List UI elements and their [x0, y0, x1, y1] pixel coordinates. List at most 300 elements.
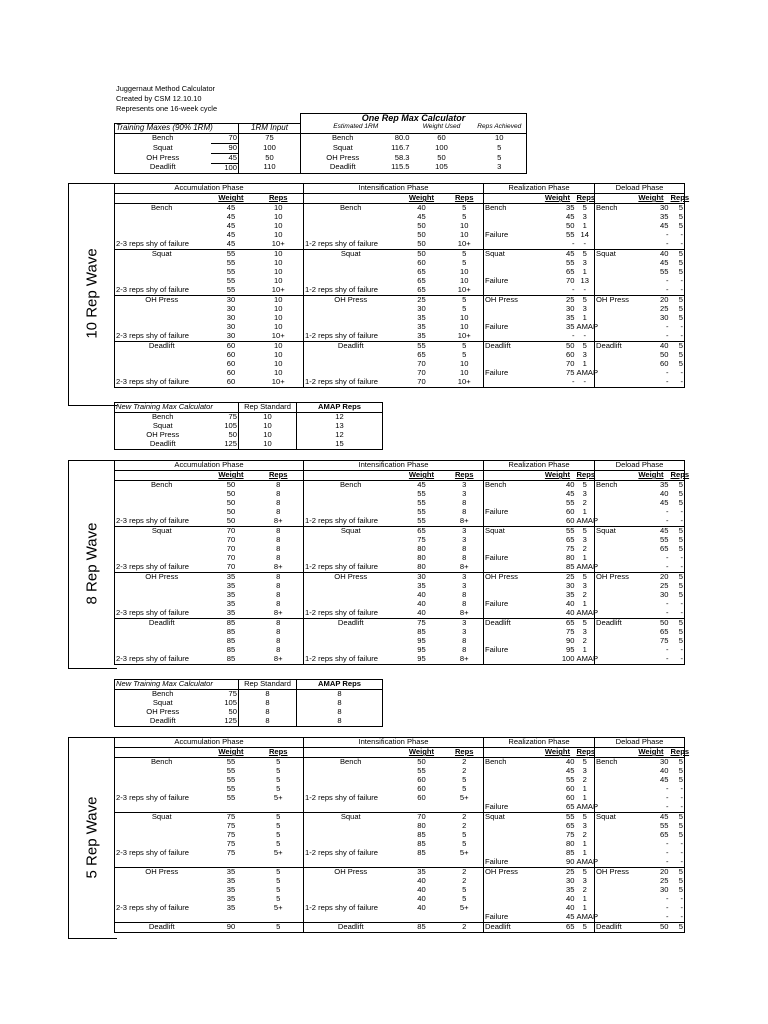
blank-cell: [304, 305, 398, 314]
blank-cell: [115, 536, 209, 545]
weight-cell: 60: [566, 784, 575, 794]
reps-cell: 3: [576, 490, 595, 499]
weight-cell: 85: [566, 848, 575, 858]
reps-cell: 2: [446, 767, 484, 776]
weight-cell: 50: [633, 923, 670, 933]
reps-cell: 3: [446, 619, 484, 629]
reps-cell: 1: [576, 785, 595, 794]
failure-note: 2-3 reps shy of failure: [116, 377, 190, 387]
orm-reps-achieved[interactable]: 5: [473, 143, 527, 153]
weight-cell: 30: [417, 304, 426, 314]
ntm-amap[interactable]: 8: [337, 716, 342, 726]
blank-cell: [115, 305, 209, 314]
reps-cell: 5: [254, 785, 304, 794]
weight-cell: 85: [226, 627, 236, 637]
ntm-amap[interactable]: 13: [335, 421, 344, 431]
lift-name: Bench: [485, 480, 507, 490]
orm-est-lift: Squat: [301, 143, 385, 153]
weight-cell: 35: [660, 480, 669, 490]
ntm-rep-standard: 8: [239, 708, 297, 717]
orm-weight-used[interactable]: 105: [411, 163, 473, 173]
orm-1rm-input[interactable]: 75: [239, 133, 301, 143]
reps-cell: 5: [678, 498, 683, 508]
phase-intensification: Intensification Phase: [304, 184, 484, 194]
weight-cell: 80: [417, 544, 426, 554]
weight-cell: 35: [226, 885, 236, 895]
weight-cell: 40: [660, 766, 669, 776]
lift-row: [115, 619, 685, 629]
ntm-row: [115, 717, 383, 727]
ntm-amap[interactable]: 8: [337, 698, 342, 708]
orm-1rm-input[interactable]: 50: [239, 153, 301, 163]
reps-cell: 8: [254, 508, 304, 517]
phase-accumulation: Accumulation Phase: [115, 738, 304, 748]
weight-cell: -: [665, 848, 669, 858]
orm-training-max: 70: [211, 133, 239, 143]
col-blank: [304, 471, 398, 481]
lift-row: [115, 831, 685, 840]
weight-cell: 75: [226, 821, 236, 831]
weight-cell: 70: [226, 535, 236, 545]
reps-cell: 5: [678, 636, 683, 646]
orm-reps-achieved[interactable]: 5: [473, 153, 527, 163]
lift-name: OH Press: [595, 296, 633, 306]
col-weight: Weight: [633, 194, 670, 204]
lift-row: [115, 886, 685, 895]
reps-cell: -: [680, 516, 683, 526]
reps-cell: 10+: [254, 286, 304, 296]
reps-cell: 8: [446, 637, 484, 646]
ntm-lift: OH Press: [146, 430, 180, 440]
reps-cell: 1: [576, 840, 595, 849]
reps-cell: 2: [446, 822, 484, 831]
lift-name: Squat: [484, 250, 540, 260]
lift-name: Squat: [595, 813, 633, 823]
reps-cell: AMAP: [576, 368, 599, 378]
weight-cell: 80: [417, 553, 426, 563]
reps-cell: 10: [446, 277, 484, 286]
weight-cell: 95: [417, 645, 426, 655]
reps-cell: AMAP: [576, 516, 599, 526]
weight-cell: -: [665, 645, 669, 655]
reps-cell: 5: [446, 296, 484, 306]
blank-cell: [304, 591, 398, 600]
blank-cell: [115, 776, 209, 785]
weight-cell: -: [665, 894, 669, 904]
weight-cell: 40: [566, 480, 575, 490]
weight-cell: 35: [566, 590, 575, 600]
weight-cell: 85: [417, 839, 426, 849]
reps-cell: -: [680, 654, 683, 664]
lift-row: [115, 573, 685, 583]
lift-row: [115, 527, 685, 537]
orm-weight-used[interactable]: 60: [437, 132, 446, 142]
lift-name: OH Press: [595, 868, 633, 878]
reps-cell: 5: [678, 258, 683, 268]
reps-cell: 8: [446, 545, 484, 554]
weight-cell: 45: [566, 489, 575, 499]
reps-cell: 2: [446, 923, 484, 933]
lift-row: [115, 785, 685, 794]
reps-cell: -: [680, 553, 683, 563]
orm-reps-achieved[interactable]: 10: [473, 133, 527, 143]
reps-cell: 3: [446, 573, 484, 583]
failure-label: Failure: [485, 599, 509, 609]
weight-cell: 35: [417, 322, 426, 332]
ntm-rep-standard-header: Rep Standard: [239, 680, 297, 690]
reps-cell: -: [680, 784, 683, 794]
orm-training-max: 100: [211, 163, 239, 173]
reps-cell: 5: [254, 877, 304, 886]
weight-cell: 30: [660, 203, 669, 213]
reps-cell: 5: [678, 821, 683, 831]
blank-cell: [595, 646, 633, 655]
weight-cell: 55: [417, 489, 426, 499]
reps-cell: 5: [670, 868, 685, 878]
ntm-amap[interactable]: 12: [335, 412, 344, 422]
blank-cell: [595, 582, 633, 591]
reps-cell: 5+: [446, 904, 484, 913]
weight-cell: -: [665, 377, 669, 387]
reps-cell: -: [680, 839, 683, 849]
phase-intensification: Intensification Phase: [304, 461, 484, 471]
reps-cell: 8+: [254, 609, 304, 619]
reps-cell: 3: [446, 527, 484, 537]
reps-cell: 2: [576, 499, 595, 508]
reps-cell: 3: [576, 877, 595, 886]
reps-cell: 5: [576, 250, 595, 260]
reps-cell: 3: [576, 536, 595, 545]
lift-row: [115, 213, 685, 222]
reps-cell: 5: [254, 895, 304, 904]
reps-cell: 8: [254, 490, 304, 499]
reps-cell: AMAP: [576, 608, 599, 618]
weight-cell: 25: [540, 296, 576, 306]
failure-note: 2-3 reps shy of failure: [116, 903, 190, 913]
weight-cell: 65: [398, 527, 446, 537]
blank-cell: [595, 831, 633, 840]
col-weight: Weight: [398, 471, 446, 481]
lift-row: [115, 637, 685, 646]
orm-1rm-input[interactable]: 110: [239, 163, 301, 173]
blank-cell: [115, 637, 209, 646]
phase-deload: Deload Phase: [595, 738, 685, 748]
blank-cell: [304, 582, 398, 591]
weight-cell: 30: [660, 757, 669, 767]
weight-cell: -: [665, 784, 669, 794]
reps-cell: 5+: [446, 794, 484, 803]
weight-cell: 70: [566, 359, 575, 369]
blank-cell: [304, 767, 398, 776]
weight-cell: 85: [398, 923, 446, 933]
weight-cell: 70: [226, 544, 236, 554]
orm-lift: Deadlift: [115, 163, 211, 173]
header-title: Juggernaut Method Calculator: [116, 84, 216, 93]
ntm-rep-standard: 10: [239, 440, 297, 450]
orm-reps-achieved[interactable]: 3: [473, 163, 527, 173]
col-weight: Weight: [540, 471, 576, 481]
reps-cell: 2: [446, 868, 484, 878]
lift-name: Bench: [150, 480, 173, 490]
reps-cell: 8: [446, 591, 484, 600]
blank-cell: [115, 490, 209, 499]
reps-cell: 5: [446, 886, 484, 895]
col-weight: Weight: [209, 748, 254, 758]
weight-cell: -: [665, 608, 669, 618]
reps-cell: 1: [576, 794, 595, 803]
reps-cell: -: [680, 377, 683, 387]
weight-cell: 40: [417, 203, 426, 213]
weight-cell: 45: [226, 230, 236, 240]
weight-cell: 95: [417, 654, 426, 664]
blank-cell: [595, 886, 633, 895]
ntm-lift: OH Press: [146, 707, 180, 717]
reps-cell: 1: [576, 268, 595, 277]
reps-cell: 10: [254, 268, 304, 277]
failure-note: 2-3 reps shy of failure: [116, 848, 190, 858]
blank-cell: [304, 776, 398, 785]
blank-cell: [115, 268, 209, 277]
lift-name: Squat: [304, 250, 398, 260]
weight-cell: 75: [566, 368, 575, 378]
col-reps: Reps: [254, 471, 304, 481]
reps-cell: 5: [254, 776, 304, 785]
weight-cell: -: [665, 562, 669, 572]
weight-cell: 90: [566, 857, 575, 867]
reps-cell: 5+: [254, 849, 304, 858]
weight-cell: 50: [566, 221, 575, 231]
reps-cell: 5: [678, 544, 683, 554]
reps-cell: 10: [254, 314, 304, 323]
reps-cell: 8: [446, 554, 484, 563]
weight-cell: 40: [417, 599, 426, 609]
weight-cell: 40: [566, 903, 575, 913]
weight-cell: 40: [633, 250, 670, 260]
ntm-rep-standard: 10: [239, 422, 297, 431]
reps-cell: 5: [678, 757, 683, 767]
weight-cell: 70: [417, 359, 426, 369]
lift-row: [115, 923, 685, 933]
blank-cell: [484, 655, 540, 665]
reps-cell: AMAP: [576, 857, 599, 867]
weight-cell: 65: [417, 276, 426, 286]
lift-row: [115, 259, 685, 268]
failure-note: 2-3 reps shy of failure: [116, 239, 190, 249]
ntm-value: 50: [211, 708, 239, 717]
phase-deload: Deload Phase: [595, 461, 685, 471]
lift-name: Deadlift: [595, 342, 633, 352]
ntm-title: New Training Max Calculator: [115, 403, 239, 413]
failure-note: 1-2 reps shy of failure: [305, 562, 379, 572]
lift-row: [115, 554, 685, 563]
failure-label: Failure: [485, 276, 509, 286]
blank-cell: [595, 351, 633, 360]
lift-row: [115, 323, 685, 332]
weight-cell: 25: [540, 573, 576, 583]
reps-cell: 5: [254, 758, 304, 768]
weight-cell: 25: [398, 296, 446, 306]
blank-cell: [595, 305, 633, 314]
weight-cell: 30: [209, 296, 254, 306]
reps-cell: -: [680, 239, 683, 249]
reps-cell: 5: [670, 619, 685, 629]
col-weight: Weight: [398, 194, 446, 204]
blank-cell: [595, 499, 633, 508]
header-cycle-note: Represents one 16-week cycle: [116, 104, 218, 113]
blank-cell: [484, 776, 540, 785]
lift-name: Deadlift: [595, 619, 633, 629]
reps-cell: 10: [254, 296, 304, 306]
blank-cell: [484, 831, 540, 840]
ntm-amap[interactable]: 8: [337, 689, 342, 699]
weight-cell: 85: [226, 645, 236, 655]
lift-row: [115, 591, 685, 600]
blank-cell: [484, 767, 540, 776]
reps-cell: 10: [446, 323, 484, 332]
lift-name: OH Press: [484, 296, 540, 306]
lift-row: [115, 490, 685, 499]
failure-label: Failure: [485, 802, 509, 812]
new-training-max-table: [114, 679, 383, 727]
col-blank: [595, 471, 633, 481]
reps-cell: 8: [254, 481, 304, 491]
lift-row: [115, 767, 685, 776]
weight-cell: 60: [226, 377, 236, 387]
blank-cell: [595, 314, 633, 323]
weight-cell: 35: [417, 581, 426, 591]
weight-cell: 55: [226, 258, 236, 268]
reps-cell: 5: [576, 868, 595, 878]
blank-cell: [484, 840, 540, 849]
reps-cell: 5: [678, 489, 683, 499]
lift-row: [115, 849, 685, 858]
reps-cell: 10: [254, 323, 304, 332]
ntm-value: 105: [211, 422, 239, 431]
reps-cell: 3: [576, 305, 595, 314]
col-blank: [595, 748, 633, 758]
weight-cell: 75: [226, 830, 236, 840]
reps-cell: 8: [254, 554, 304, 563]
lift-row: [115, 360, 685, 369]
weight-cell: 35: [226, 894, 236, 904]
lift-name: Bench: [596, 480, 618, 490]
blank-cell: [484, 877, 540, 886]
blank-cell: [304, 545, 398, 554]
reps-cell: 5: [670, 813, 685, 823]
weight-cell: -: [665, 331, 669, 341]
weight-cell: 35: [566, 313, 575, 323]
lift-row: [115, 840, 685, 849]
ntm-amap[interactable]: 8: [337, 707, 342, 717]
reps-cell: 5: [678, 203, 683, 213]
reps-cell: -: [576, 378, 595, 388]
reps-cell: 10: [254, 277, 304, 286]
orm-1rm-input[interactable]: 100: [239, 143, 301, 153]
reps-cell: 5: [678, 535, 683, 545]
reps-cell: 8: [254, 637, 304, 646]
weight-cell: 70: [398, 813, 446, 823]
weight-cell: 45: [566, 212, 575, 222]
reps-cell: 3: [576, 822, 595, 831]
weight-cell: 80: [417, 821, 426, 831]
lift-row: [115, 877, 685, 886]
reps-cell: -: [680, 857, 683, 867]
orm-lift: Bench: [115, 133, 211, 143]
reps-cell: 5: [254, 840, 304, 849]
wave-table: [114, 460, 690, 665]
blank-cell: [595, 895, 633, 904]
weight-cell: 45: [226, 221, 236, 231]
blank-cell: [115, 222, 209, 231]
reps-cell: 5: [254, 813, 304, 823]
reps-cell: 5: [678, 212, 683, 222]
ntm-rep-standard: 10: [239, 413, 297, 423]
blank-cell: [595, 628, 633, 637]
wave-table: [114, 183, 690, 388]
weight-cell: 60: [417, 784, 426, 794]
weight-cell: 45: [660, 221, 669, 231]
reps-cell: 5: [446, 213, 484, 222]
weight-cell: 85: [566, 562, 575, 572]
lift-row: [115, 628, 685, 637]
failure-note: 1-2 reps shy of failure: [305, 848, 379, 858]
orm-row: [115, 153, 527, 163]
weight-cell: 30: [660, 313, 669, 323]
reps-cell: -: [680, 802, 683, 812]
weight-cell: 35: [226, 608, 236, 618]
blank-cell: [595, 600, 633, 609]
col-reps: Reps: [670, 470, 690, 480]
weight-cell: 25: [660, 581, 669, 591]
blank-cell: [115, 545, 209, 554]
weight-cell: 60: [226, 350, 236, 360]
col-reps: Reps: [670, 193, 690, 203]
lift-name: OH Press: [595, 573, 633, 583]
phase-accumulation: Accumulation Phase: [115, 461, 304, 471]
reps-cell: 10: [254, 259, 304, 268]
weight-cell: 45: [226, 239, 236, 249]
reps-cell: 5+: [254, 904, 304, 913]
reps-cell: 5: [678, 480, 683, 490]
lift-row: [115, 655, 685, 665]
reps-cell: 8+: [254, 563, 304, 573]
weight-cell: 55: [540, 813, 576, 823]
reps-cell: 5: [446, 250, 484, 260]
weight-cell: 40: [417, 903, 426, 913]
ntm-amap[interactable]: 12: [335, 430, 344, 440]
reps-cell: 10+: [254, 332, 304, 342]
phase-realization: Realization Phase: [484, 184, 595, 194]
ntm-amap[interactable]: 15: [335, 439, 344, 449]
orm-weight-used[interactable]: 50: [437, 152, 446, 162]
reps-cell: 1: [576, 904, 595, 913]
orm-weight-used[interactable]: 100: [435, 142, 448, 152]
reps-cell: 2: [576, 591, 595, 600]
weight-cell: 40: [566, 599, 575, 609]
col-weight: Weight: [209, 194, 254, 204]
reps-cell: 5: [576, 296, 595, 306]
reps-cell: 5: [678, 267, 683, 277]
reps-cell: 10: [446, 369, 484, 378]
reps-cell: 5: [678, 876, 683, 886]
reps-cell: -: [576, 286, 595, 296]
weight-cell: 30: [566, 304, 575, 314]
reps-cell: 5: [678, 627, 683, 637]
reps-cell: 3: [576, 213, 595, 222]
reps-cell: 8+: [446, 563, 484, 573]
blank-cell: [595, 259, 633, 268]
orm-row: [115, 143, 527, 153]
